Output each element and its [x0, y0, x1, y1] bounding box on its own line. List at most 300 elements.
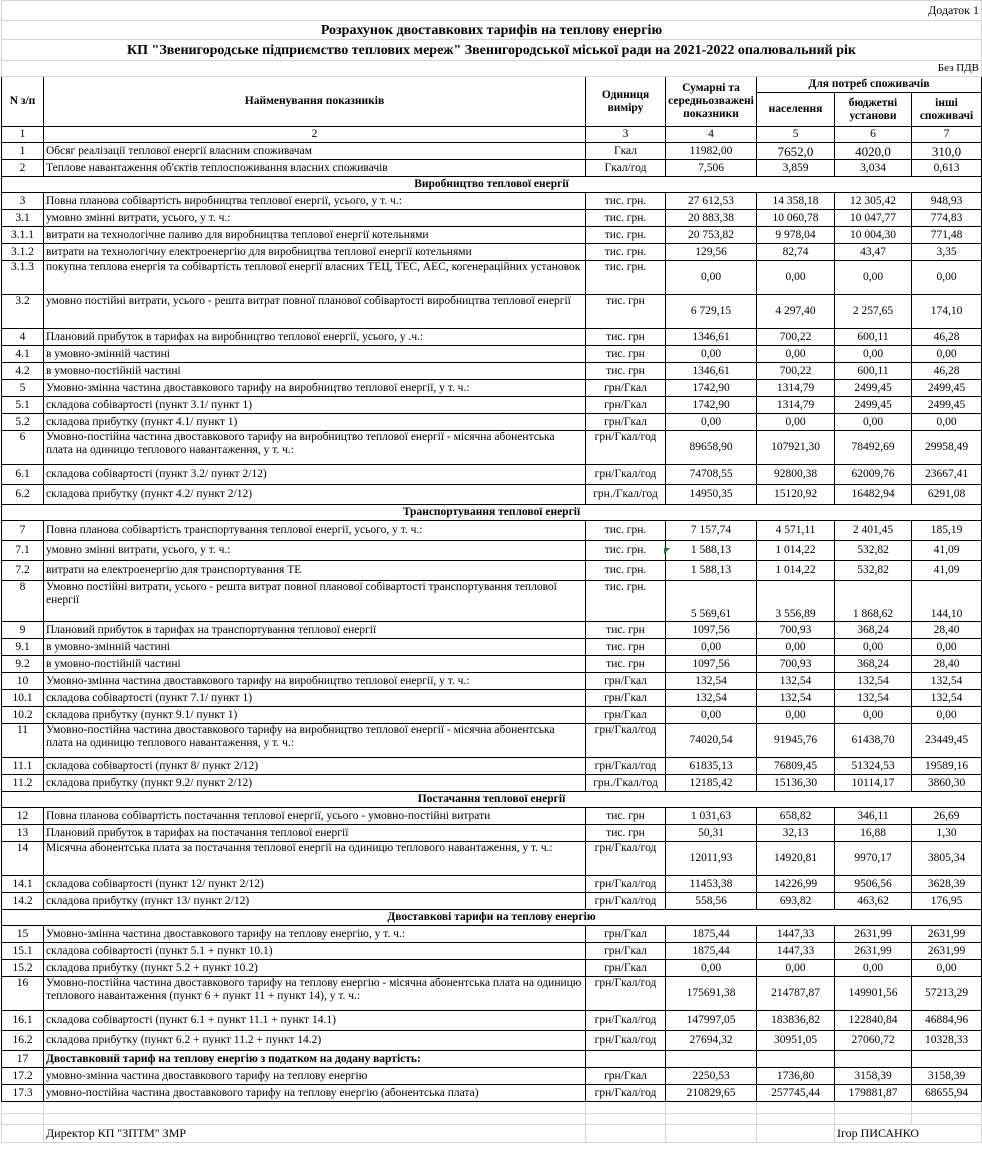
row-population: 658,82 [757, 808, 835, 825]
empty-cell [757, 1125, 835, 1143]
row-number: 11.1 [2, 758, 44, 775]
row-total: 175691,38 [666, 977, 757, 1011]
empty-cell [835, 1102, 912, 1114]
row-other: 28,40 [912, 656, 982, 673]
row-population: 0,00 [757, 707, 835, 724]
section-row [2, 505, 982, 521]
row-total: 1742,90 [666, 397, 757, 414]
row-other: 132,54 [912, 673, 982, 690]
table-row [2, 690, 982, 707]
row-total: 210829,65 [666, 1085, 757, 1102]
row-other: 132,54 [912, 690, 982, 707]
row-population: 700,22 [757, 363, 835, 380]
row-budget: 1 868,62 [835, 581, 912, 622]
table-row [2, 876, 982, 893]
row-number: 16 [2, 977, 44, 1011]
row-total: 50,31 [666, 825, 757, 842]
row-other: 3158,39 [912, 1068, 982, 1085]
row-population: 3 556,89 [757, 581, 835, 622]
section-title: Двоставкові тарифи на теплову енергію [2, 910, 982, 926]
row-name: Повна планова собівартість виробництва теплової енергії, усього, у т. ч.: [44, 193, 586, 210]
row-number: 13 [2, 825, 44, 842]
table-row [2, 244, 982, 261]
row-other: 29958,49 [912, 431, 982, 465]
index-cell: 5 [757, 127, 835, 143]
row-other: 144,10 [912, 581, 982, 622]
row-budget: 2499,45 [835, 380, 912, 397]
table-row [2, 758, 982, 775]
row-total: 1097,56 [666, 656, 757, 673]
row-number: 7.2 [2, 561, 44, 581]
row-population: 1 014,22 [757, 561, 835, 581]
row-number: 17.2 [2, 1068, 44, 1085]
empty-cell [666, 1125, 757, 1143]
row-budget: 4020,0 [835, 143, 912, 160]
row-population: 15120,92 [757, 485, 835, 505]
row-budget: 2499,45 [835, 397, 912, 414]
row-other: 26,69 [912, 808, 982, 825]
row-total: 1346,61 [666, 329, 757, 346]
row-unit: грн./Гкал/год [586, 775, 666, 792]
table-row [2, 622, 982, 639]
row-total: 0,00 [666, 639, 757, 656]
row-budget: 2 401,45 [835, 521, 912, 541]
row-population: 4 297,40 [757, 295, 835, 329]
row-number: 17.3 [2, 1085, 44, 1102]
row-number: 15 [2, 926, 44, 943]
row-total: 20 883,38 [666, 210, 757, 227]
table-row [2, 431, 982, 465]
table-row [2, 581, 982, 622]
row-population: 30951,05 [757, 1031, 835, 1051]
row-number: 5 [2, 380, 44, 397]
table-row [2, 926, 982, 943]
row-name: складова собівартості (пункт 12/ пункт 2/12) [44, 876, 586, 893]
row-name: складова прибутку (пункт 9.2/ пункт 2/12) [44, 775, 586, 792]
row-other: 10328,33 [912, 1031, 982, 1051]
row-unit: грн/Гкал/год [586, 431, 666, 465]
row-budget: 179881,87 [835, 1085, 912, 1102]
table-row [2, 295, 982, 329]
table-row [2, 561, 982, 581]
row-budget: 16482,94 [835, 485, 912, 505]
empty-cell [44, 1114, 586, 1125]
row-unit: тис. грн [586, 329, 666, 346]
row-other: 948,93 [912, 193, 982, 210]
col-header-budget: бюджетні установи [835, 93, 912, 127]
table-row [2, 363, 982, 380]
empty-cell [44, 1102, 586, 1114]
row-population: 15136,30 [757, 775, 835, 792]
row-number: 3.1.2 [2, 244, 44, 261]
row-budget: 0,00 [835, 960, 912, 977]
row-budget: 368,24 [835, 656, 912, 673]
row-number: 9.1 [2, 639, 44, 656]
row-unit: тис. грн. [586, 261, 666, 295]
row-number: 14.1 [2, 876, 44, 893]
row-budget: 600,11 [835, 329, 912, 346]
director-position: Директор КП "ЗПТМ" ЗМР [44, 1125, 586, 1143]
row-name: витрати на технологічне паливо для виробництва теплової енергії котельнями [44, 227, 586, 244]
row-population [757, 1051, 835, 1068]
row-name: складова прибутку (пункт 5.2 + пункт 10.2) [44, 960, 586, 977]
row-population: 0,00 [757, 960, 835, 977]
row-name: в умовно-змінній частині [44, 639, 586, 656]
row-number: 8 [2, 581, 44, 622]
row-population: 700,93 [757, 656, 835, 673]
row-total: 129,56 [666, 244, 757, 261]
row-population: 1314,79 [757, 397, 835, 414]
table-row [2, 1031, 982, 1051]
row-other: 771,48 [912, 227, 982, 244]
row-total: 147997,05 [666, 1011, 757, 1031]
table-row [2, 825, 982, 842]
row-other: 68655,94 [912, 1085, 982, 1102]
row-total: 74708,55 [666, 465, 757, 485]
row-unit: грн/Гкал/год [586, 1085, 666, 1102]
table-row [2, 261, 982, 295]
empty-cell [586, 1114, 666, 1125]
row-number: 3.1 [2, 210, 44, 227]
table-row [2, 380, 982, 397]
row-unit: грн/Гкал/год [586, 465, 666, 485]
row-name: Плановий прибуток в тарифах на транспортування теплової енергії [44, 622, 586, 639]
row-unit: тис. грн [586, 825, 666, 842]
row-budget: 62009,76 [835, 465, 912, 485]
table-row [2, 673, 982, 690]
row-population: 257745,44 [757, 1085, 835, 1102]
row-total: 5 569,61 [666, 581, 757, 622]
row-number: 1 [2, 143, 44, 160]
row-unit: тис. грн [586, 656, 666, 673]
row-budget: 0,00 [835, 707, 912, 724]
row-other: 0,00 [912, 707, 982, 724]
index-cell: 3 [586, 127, 666, 143]
row-population: 700,93 [757, 622, 835, 639]
row-name: складова собівартості (пункт 3.1/ пункт 1) [44, 397, 586, 414]
row-unit: грн/Гкал/год [586, 758, 666, 775]
row-unit: грн/Гкал/год [586, 724, 666, 758]
row-number: 10 [2, 673, 44, 690]
row-number: 16.2 [2, 1031, 44, 1051]
empty-cell [586, 1102, 666, 1114]
empty-cell [2, 1102, 44, 1114]
row-other: 3860,30 [912, 775, 982, 792]
row-number: 11 [2, 724, 44, 758]
tariff-table [1, 0, 982, 1143]
table-row [2, 346, 982, 363]
row-total: 1097,56 [666, 622, 757, 639]
vat-note: Без ПДВ [2, 61, 982, 77]
row-unit: тис. грн. [586, 581, 666, 622]
row-total: 14950,35 [666, 485, 757, 505]
row-total: 0,00 [666, 414, 757, 431]
row-budget: 43,47 [835, 244, 912, 261]
row-total: 0,00 [666, 960, 757, 977]
index-cell: 4 [666, 127, 757, 143]
row-unit: тис. грн [586, 295, 666, 329]
empty-cell [666, 1102, 757, 1114]
row-unit: тис. грн. [586, 210, 666, 227]
row-total: 89658,90 [666, 431, 757, 465]
row-name: складова прибутку (пункт 13/ пункт 2/12) [44, 893, 586, 910]
empty-cell [835, 1114, 912, 1125]
row-population: 14226,99 [757, 876, 835, 893]
row-name: складова прибутку (пункт 6.2 + пункт 11.2 + пункт 14.2) [44, 1031, 586, 1051]
row-unit: грн/Гкал [586, 690, 666, 707]
empty-cell [757, 1102, 835, 1114]
table-row [2, 329, 982, 346]
table-row [2, 1085, 982, 1102]
row-budget: 3158,39 [835, 1068, 912, 1085]
row-unit: грн/Гкал [586, 414, 666, 431]
col-header-consumers: Для потреб споживачів [757, 77, 982, 93]
page-title: Розрахунок двоставкових тарифів на теплову енергію [2, 21, 982, 40]
row-number: 2 [2, 160, 44, 177]
row-number: 5.1 [2, 397, 44, 414]
row-number: 11.2 [2, 775, 44, 792]
table-row [2, 521, 982, 541]
row-population: 92800,38 [757, 465, 835, 485]
row-total: 20 753,82 [666, 227, 757, 244]
row-total: 12011,93 [666, 842, 757, 876]
row-other: 1,30 [912, 825, 982, 842]
row-number: 10.1 [2, 690, 44, 707]
row-other: 46,28 [912, 363, 982, 380]
row-other: 176,95 [912, 893, 982, 910]
row-total: 1 588,13 [666, 541, 757, 561]
row-name: Теплове навантаження об'єктів теплоспоживання власних споживачів [44, 160, 586, 177]
footer-row [2, 1125, 982, 1143]
section-title: Транспортування теплової енергії [2, 505, 982, 521]
row-name: витрати на електроенергію для транспортування ТЕ [44, 561, 586, 581]
row-other: 3628,39 [912, 876, 982, 893]
row-name: Місячна абонентська плата за постачання теплової енергії на одиницю теплового навантаження, у т. ч.: [44, 842, 586, 876]
row-population: 91945,76 [757, 724, 835, 758]
row-budget: 9506,56 [835, 876, 912, 893]
table-row [2, 210, 982, 227]
table-row [2, 639, 982, 656]
row-total: 74020,54 [666, 724, 757, 758]
row-population: 1447,33 [757, 943, 835, 960]
row-number: 15.2 [2, 960, 44, 977]
row-total: 27 612,53 [666, 193, 757, 210]
row-name: Умовно-змінна частина двоставкового тарифу на виробництво теплової енергії, у т. ч.: [44, 673, 586, 690]
row-other: 3,35 [912, 244, 982, 261]
row-name: складова прибутку (пункт 9.1/ пункт 1) [44, 707, 586, 724]
row-other: 2499,45 [912, 397, 982, 414]
row-total: 11453,38 [666, 876, 757, 893]
row-population: 1447,33 [757, 926, 835, 943]
row-name: Умовно-змінна частина двоставкового тарифу на виробництво теплової енергії, у т. ч.: [44, 380, 586, 397]
row-unit: грн/Гкал/год [586, 977, 666, 1011]
row-other: 2631,99 [912, 943, 982, 960]
row-budget: 10 004,30 [835, 227, 912, 244]
row-name: Умовно-постійна частина двоставкового тарифу на виробництво теплової енергії - місячна абонентська плата на одиницю теплового навантаження, у т. ч.: [44, 724, 586, 758]
row-budget: 51324,53 [835, 758, 912, 775]
row-other: 3805,34 [912, 842, 982, 876]
section-title: Постачання теплової енергії [2, 792, 982, 808]
row-population: 0,00 [757, 346, 835, 363]
row-population: 10 060,78 [757, 210, 835, 227]
row-budget: 0,00 [835, 261, 912, 295]
row-unit: Гкал/год [586, 160, 666, 177]
row-unit: тис. грн. [586, 561, 666, 581]
row-number: 14.2 [2, 893, 44, 910]
row-number: 9 [2, 622, 44, 639]
row-number: 4.2 [2, 363, 44, 380]
table-row [2, 541, 982, 561]
row-name: складова собівартості (пункт 5.1 + пункт 10.1) [44, 943, 586, 960]
empty-cell [757, 1114, 835, 1125]
row-number: 15.1 [2, 943, 44, 960]
row-other: 6291,08 [912, 485, 982, 505]
row-name: Умовно постійні витрати, усього - решта витрат повної планової собівартості транспортування теплової енергії [44, 581, 586, 622]
row-population: 0,00 [757, 639, 835, 656]
row-name: Обсяг реалізації теплової енергії власним споживачам [44, 143, 586, 160]
row-other: 174,10 [912, 295, 982, 329]
row-total: 7 157,74 [666, 521, 757, 541]
row-number: 16.1 [2, 1011, 44, 1031]
row-name: складова собівартості (пункт 3.2/ пункт 2/12) [44, 465, 586, 485]
row-number: 3.2 [2, 295, 44, 329]
row-population: 1314,79 [757, 380, 835, 397]
row-budget: 122840,84 [835, 1011, 912, 1031]
col-header-unit: Одиниця виміру [586, 77, 666, 127]
row-population: 76809,45 [757, 758, 835, 775]
row-other: 41,09 [912, 561, 982, 581]
row-population: 1736,80 [757, 1068, 835, 1085]
row-unit: тис. грн. [586, 193, 666, 210]
row-budget: 2631,99 [835, 943, 912, 960]
table-row [2, 656, 982, 673]
table-row [2, 893, 982, 910]
row-other: 0,00 [912, 346, 982, 363]
row-name: Умовно-постійна частина двоставкового тарифу на виробництво теплової енергії - місячна абонентська плата на одиницю теплового навантаження, у т. ч.: [44, 431, 586, 465]
empty-cell [586, 1125, 666, 1143]
empty-cell [912, 1102, 982, 1114]
row-name: Умовно-постійна частина двоставкового тарифу на теплову енергію - місячна абонентська плата на одиницю теплового навантаження (пункт 6 + пункт 11 + пункт 14), у т. ч.: [44, 977, 586, 1011]
row-budget: 0,00 [835, 639, 912, 656]
row-population: 700,22 [757, 329, 835, 346]
row-unit: грн/Гкал [586, 1068, 666, 1085]
row-budget: 0,00 [835, 346, 912, 363]
row-name: в умовно-постійній частині [44, 363, 586, 380]
row-population: 183836,82 [757, 1011, 835, 1031]
row-population: 7652,0 [757, 143, 835, 160]
row-population: 132,54 [757, 673, 835, 690]
row-other: 28,40 [912, 622, 982, 639]
row-name: в умовно-змінній частині [44, 346, 586, 363]
row-number: 4.1 [2, 346, 44, 363]
table-row [2, 977, 982, 1011]
section-row [2, 177, 982, 193]
row-total: 11982,00 [666, 143, 757, 160]
col-header-population: населення [757, 93, 835, 127]
row-name: Повна планова собівартість постачання теплової енергії, усього - умовно-постійні витрати [44, 808, 586, 825]
director-name: Ігор ПИСАНКО [835, 1125, 982, 1143]
row-name: Повна планова собівартість транспортування теплової енергії, усього, у т. ч.: [44, 521, 586, 541]
row-number: 6.1 [2, 465, 44, 485]
row-number: 3 [2, 193, 44, 210]
row-unit: грн/Гкал/год [586, 1031, 666, 1051]
row-budget: 368,24 [835, 622, 912, 639]
row-total: 132,54 [666, 690, 757, 707]
row-number: 4 [2, 329, 44, 346]
row-other: 0,00 [912, 960, 982, 977]
row-unit: Гкал [586, 143, 666, 160]
row-population: 3,859 [757, 160, 835, 177]
row-name: складова прибутку (пункт 4.1/ пункт 1) [44, 414, 586, 431]
row-population: 32,13 [757, 825, 835, 842]
row-total: 6 729,15 [666, 295, 757, 329]
row-name: умовно змінні витрати, усього, у т. ч.: [44, 210, 586, 227]
row-budget: 2631,99 [835, 926, 912, 943]
row-number: 14 [2, 842, 44, 876]
row-name: складова собівартості (пункт 6.1 + пункт 11.1 + пункт 14.1) [44, 1011, 586, 1031]
row-name: умовно-постійна частина двоставкового тарифу на теплову енергію (абонентська плата) [44, 1085, 586, 1102]
row-total: 1875,44 [666, 943, 757, 960]
row-unit: грн/Гкал/год [586, 876, 666, 893]
row-total [666, 1051, 757, 1068]
row-population: 4 571,11 [757, 521, 835, 541]
row-total: 12185,42 [666, 775, 757, 792]
empty-cell [2, 1125, 44, 1143]
row-budget: 132,54 [835, 690, 912, 707]
row-population: 82,74 [757, 244, 835, 261]
row-name: складова собівартості (пункт 7.1/ пункт 1) [44, 690, 586, 707]
col-header-name: Найменування показників [44, 77, 586, 127]
table-row [2, 707, 982, 724]
empty-cell [2, 1114, 44, 1125]
row-total: 1346,61 [666, 363, 757, 380]
row-population: 14920,81 [757, 842, 835, 876]
row-other: 0,00 [912, 414, 982, 431]
table-row [2, 414, 982, 431]
table-row [2, 397, 982, 414]
row-budget: 16,88 [835, 825, 912, 842]
row-budget: 12 305,42 [835, 193, 912, 210]
row-population: 0,00 [757, 261, 835, 295]
row-unit: грн/Гкал [586, 926, 666, 943]
row-unit: тис. грн. [586, 541, 666, 561]
row-other: 774,83 [912, 210, 982, 227]
row-budget: 3,034 [835, 160, 912, 177]
table-row [2, 1011, 982, 1031]
row-other: 2499,45 [912, 380, 982, 397]
row-budget: 10 047,77 [835, 210, 912, 227]
section-row [2, 910, 982, 926]
row-other: 185,19 [912, 521, 982, 541]
row-total: 61835,13 [666, 758, 757, 775]
row-budget: 0,00 [835, 414, 912, 431]
row-budget: 27060,72 [835, 1031, 912, 1051]
spacer-row [2, 1102, 982, 1114]
row-name: умовно постійні витрати, усього - решта витрат повної планової собівартості виробництва теплової енергії [44, 295, 586, 329]
row-other: 46884,96 [912, 1011, 982, 1031]
row-unit: грн/Гкал [586, 707, 666, 724]
row-total: 0,00 [666, 261, 757, 295]
index-cell: 1 [2, 127, 44, 143]
row-unit: тис. грн [586, 622, 666, 639]
row-total: 132,54 [666, 673, 757, 690]
row-budget: 132,54 [835, 673, 912, 690]
row-unit: грн/Гкал [586, 673, 666, 690]
row-total: 1742,90 [666, 380, 757, 397]
row-other: 23667,41 [912, 465, 982, 485]
row-number: 9.2 [2, 656, 44, 673]
row-population: 107921,30 [757, 431, 835, 465]
